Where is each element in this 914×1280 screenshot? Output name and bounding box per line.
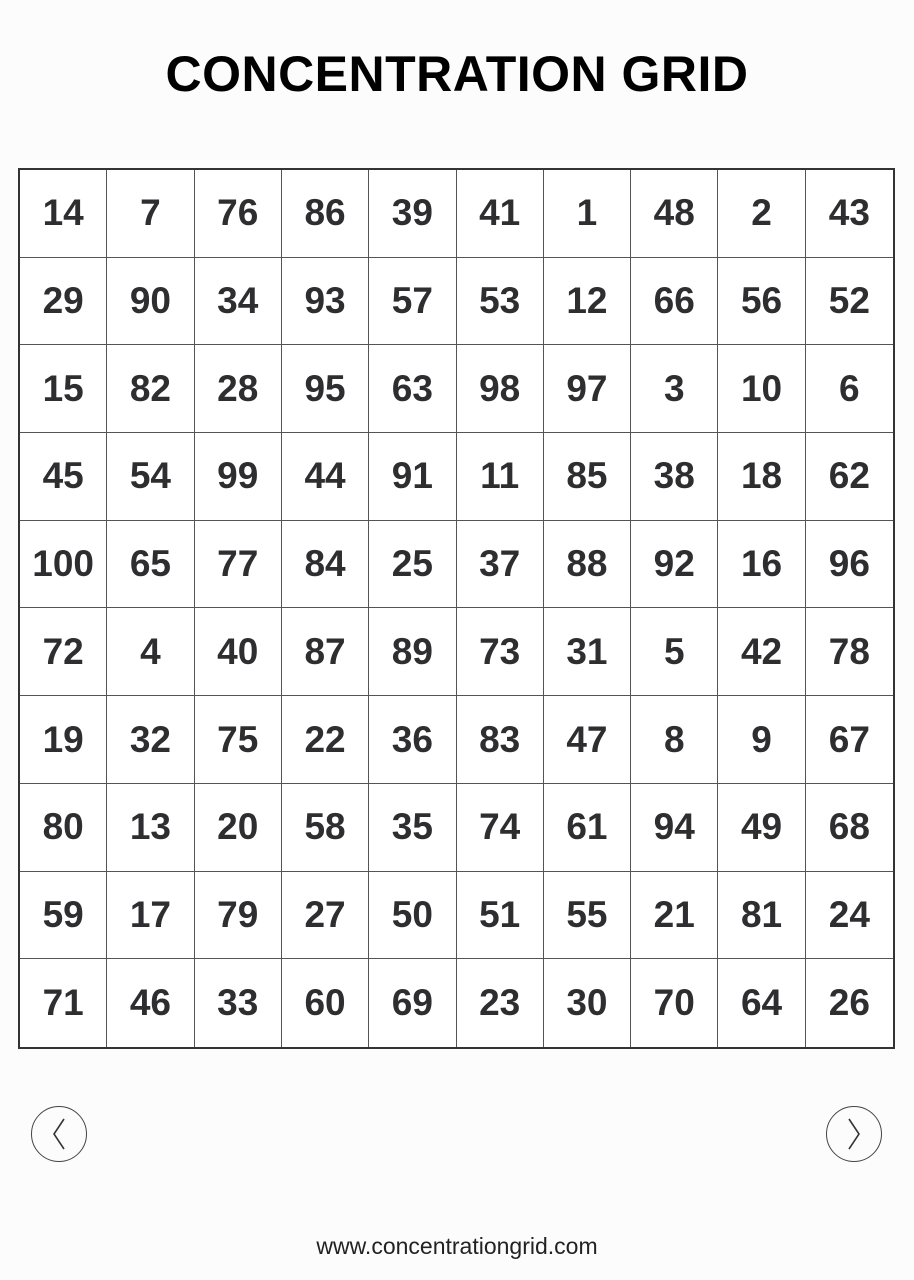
grid-cell[interactable]: 31 [544, 608, 631, 696]
grid-cell[interactable]: 75 [195, 696, 282, 784]
grid-cell[interactable]: 32 [107, 696, 194, 784]
grid-cell[interactable]: 8 [631, 696, 718, 784]
grid-cell[interactable]: 78 [806, 608, 893, 696]
grid-cell[interactable]: 38 [631, 433, 718, 521]
grid-cell[interactable]: 1 [544, 170, 631, 258]
grid-cell[interactable]: 2 [718, 170, 805, 258]
grid-cell[interactable]: 95 [282, 345, 369, 433]
grid-cell[interactable]: 40 [195, 608, 282, 696]
grid-cell[interactable]: 68 [806, 784, 893, 872]
grid-cell[interactable]: 51 [457, 872, 544, 960]
next-button[interactable] [826, 1106, 882, 1162]
grid-cell[interactable]: 84 [282, 521, 369, 609]
grid-cell[interactable]: 56 [718, 258, 805, 346]
grid-cell[interactable]: 33 [195, 959, 282, 1047]
grid-cell[interactable]: 77 [195, 521, 282, 609]
grid-cell[interactable]: 57 [369, 258, 456, 346]
grid-cell[interactable]: 6 [806, 345, 893, 433]
grid-cell[interactable]: 4 [107, 608, 194, 696]
grid-cell[interactable]: 7 [107, 170, 194, 258]
grid-cell[interactable]: 36 [369, 696, 456, 784]
grid-cell[interactable]: 87 [282, 608, 369, 696]
grid-cell[interactable]: 20 [195, 784, 282, 872]
grid-cell[interactable]: 82 [107, 345, 194, 433]
grid-cell[interactable]: 25 [369, 521, 456, 609]
grid-cell[interactable]: 97 [544, 345, 631, 433]
grid-cell[interactable]: 100 [20, 521, 107, 609]
chevron-right-icon [844, 1116, 864, 1152]
grid-cell[interactable]: 9 [718, 696, 805, 784]
grid-cell[interactable]: 96 [806, 521, 893, 609]
grid-cell[interactable]: 71 [20, 959, 107, 1047]
grid-cell[interactable]: 64 [718, 959, 805, 1047]
grid-cell[interactable]: 67 [806, 696, 893, 784]
grid-cell[interactable]: 62 [806, 433, 893, 521]
grid-cell[interactable]: 27 [282, 872, 369, 960]
grid-cell[interactable]: 92 [631, 521, 718, 609]
grid-cell[interactable]: 48 [631, 170, 718, 258]
grid-cell[interactable]: 89 [369, 608, 456, 696]
grid-cell[interactable]: 46 [107, 959, 194, 1047]
chevron-left-icon [49, 1116, 69, 1152]
grid-cell[interactable]: 52 [806, 258, 893, 346]
grid-cell[interactable]: 19 [20, 696, 107, 784]
grid-cell[interactable]: 86 [282, 170, 369, 258]
grid-cell[interactable]: 76 [195, 170, 282, 258]
grid-cell[interactable]: 10 [718, 345, 805, 433]
grid-cell[interactable]: 15 [20, 345, 107, 433]
grid-cell[interactable]: 24 [806, 872, 893, 960]
grid-cell[interactable]: 98 [457, 345, 544, 433]
grid-cell[interactable]: 50 [369, 872, 456, 960]
grid-cell[interactable]: 72 [20, 608, 107, 696]
grid-cell[interactable]: 21 [631, 872, 718, 960]
grid-cell[interactable]: 23 [457, 959, 544, 1047]
grid-cell[interactable]: 18 [718, 433, 805, 521]
grid-cell[interactable]: 49 [718, 784, 805, 872]
grid-cell[interactable]: 11 [457, 433, 544, 521]
grid-cell[interactable]: 81 [718, 872, 805, 960]
grid-cell[interactable]: 39 [369, 170, 456, 258]
grid-cell[interactable]: 29 [20, 258, 107, 346]
grid-cell[interactable]: 59 [20, 872, 107, 960]
grid-cell[interactable]: 88 [544, 521, 631, 609]
grid-cell[interactable]: 83 [457, 696, 544, 784]
grid-cell[interactable]: 80 [20, 784, 107, 872]
grid-cell[interactable]: 60 [282, 959, 369, 1047]
grid-cell[interactable]: 12 [544, 258, 631, 346]
grid-cell[interactable]: 90 [107, 258, 194, 346]
number-grid [18, 168, 895, 1049]
grid-cell[interactable]: 54 [107, 433, 194, 521]
grid-cell[interactable]: 14 [20, 170, 107, 258]
grid-cell[interactable]: 61 [544, 784, 631, 872]
grid-cell[interactable]: 43 [806, 170, 893, 258]
grid-cell[interactable]: 85 [544, 433, 631, 521]
grid-cell[interactable]: 34 [195, 258, 282, 346]
grid-cell[interactable]: 28 [195, 345, 282, 433]
grid-cell[interactable]: 17 [107, 872, 194, 960]
grid-cell[interactable]: 42 [718, 608, 805, 696]
grid-cell[interactable]: 74 [457, 784, 544, 872]
grid-cell[interactable]: 91 [369, 433, 456, 521]
grid-cell[interactable]: 26 [828, 982, 870, 1024]
website-url: www.concentrationgrid.com [316, 1233, 598, 1259]
grid-cell[interactable]: 73 [457, 608, 544, 696]
grid-cell[interactable]: 44 [282, 433, 369, 521]
grid-cell[interactable]: 55 [544, 872, 631, 960]
grid-cell[interactable]: 41 [457, 170, 544, 258]
grid-cell[interactable]: 13 [107, 784, 194, 872]
grid-cell[interactable]: 65 [107, 521, 194, 609]
grid-cell[interactable]: 5 [631, 608, 718, 696]
page-title: CONCENTRATION GRID [165, 46, 749, 102]
grid-cell[interactable]: 22 [282, 696, 369, 784]
grid-cell[interactable]: 30 [544, 959, 631, 1047]
grid-cell[interactable]: 16 [718, 521, 805, 609]
grid-cell[interactable]: 53 [457, 258, 544, 346]
grid-cell[interactable]: 37 [457, 521, 544, 609]
grid-cell[interactable]: 45 [20, 433, 107, 521]
grid-cell[interactable]: 79 [195, 872, 282, 960]
grid-cell[interactable]: 58 [282, 784, 369, 872]
grid-cell[interactable]: 66 [631, 258, 718, 346]
grid-cell[interactable]: 35 [369, 784, 456, 872]
grid-cell[interactable]: 93 [282, 258, 369, 346]
grid-cell[interactable]: 94 [631, 784, 718, 872]
grid-cell[interactable]: 99 [195, 433, 282, 521]
grid-cell[interactable]: 47 [544, 696, 631, 784]
grid-cell[interactable]: 3 [631, 345, 718, 433]
grid-cell[interactable]: 63 [369, 345, 456, 433]
previous-button[interactable] [31, 1106, 87, 1162]
grid-cell[interactable]: 70 [631, 959, 718, 1047]
grid-cell[interactable]: 69 [369, 959, 456, 1047]
